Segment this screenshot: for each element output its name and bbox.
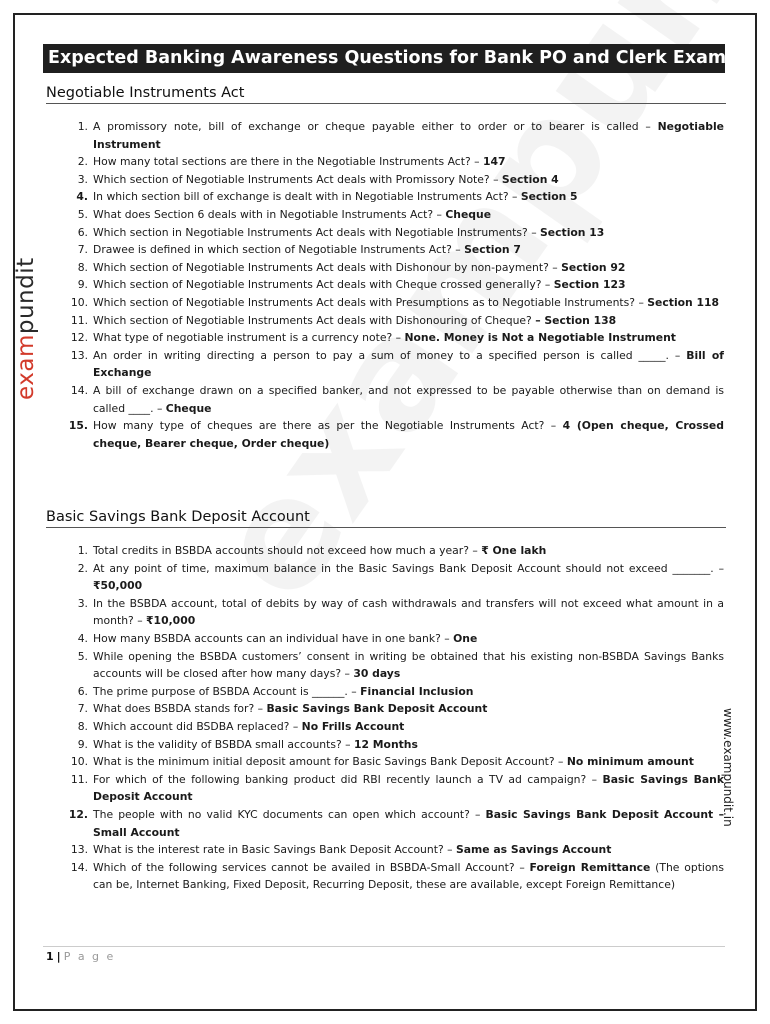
question-item [60,294,724,312]
question-item [60,841,724,859]
question-item [60,542,724,560]
question-item [60,859,724,894]
page-label: P a g e [63,950,116,963]
question-text: A bill of exchange drawn on a specified banker, and not expressed to be payable otherwise than on demand is called ____. – [93,383,724,415]
question-item [60,259,724,277]
question-number: 14. [70,860,88,874]
question-text: What is the validity of BSBDA small accounts? – [93,737,355,751]
answer-text: Section 7 [464,243,521,257]
question-text: Total credits in BSBDA accounts should not exceed how much a year? – [93,544,482,557]
question-number: 11. [70,772,88,786]
question-item [60,560,724,595]
question-number: 10. [70,295,88,309]
answer-text: ₹50,000 [93,579,143,593]
question-text: What type of negotiable instrument is a currency note? – [93,331,405,345]
answer-text: One [453,631,478,645]
question-number: 9. [77,278,88,292]
question-number: 8. [77,719,88,733]
question-text: For which of the following banking product did RBI recently launch a TV ad campaign? – [93,772,603,786]
question-item [60,153,724,171]
answer-text: 4 (Open cheque, Crossed cheque, Bearer cheque, Order cheque) [93,419,724,450]
bsbda-question-list [60,542,724,894]
question-text: Which account did BSDBA replaced? – [93,719,302,733]
question-text: What does Section 6 deals with in Negotiable Instruments Act? – [93,207,446,221]
question-text: How many BSBDA accounts can an individual have in one bank? – [93,631,454,645]
question-text: Which section of Negotiable Instruments Act deals with Dishonour by non-payment? – [93,260,562,274]
question-item [60,753,724,771]
question-item [60,329,724,347]
question-item [60,771,724,806]
page-footer [46,950,115,963]
question-text: How many total sections are there in the Negotiable Instruments Act? – [93,155,483,169]
answer-text: – Section 138 [535,313,617,327]
answer-text: Basic Savings Bank Deposit Account [93,772,724,804]
answer-text: None. Money is Not a Negotiable Instrument [404,331,676,345]
question-number: 5. [77,649,88,663]
question-item [60,630,724,648]
answer-text: 30 days [353,667,401,681]
question-number: 6. [77,684,88,698]
question-number: 13. [70,348,88,362]
question-text: In the BSBDA account, total of debits by way of cash withdrawals and transfers will not exceed what amount in a month? – [93,596,724,628]
question-number: 6. [77,225,88,239]
question-number: 8. [77,260,88,274]
answer-text: Bill of Exchange [93,348,724,380]
question-number: 2. [77,155,88,169]
answer-text: Financial Inclusion [360,684,474,698]
question-text: What does BSBDA stands for? – [93,702,267,716]
question-item [60,188,724,206]
question-number: 13. [70,843,88,857]
question-text: What is the minimum initial deposit amount for Basic Savings Bank Deposit Account? – [93,755,567,769]
answer-text: ₹ One lakh [481,544,547,557]
question-number: 1. [77,120,88,133]
question-item [60,648,724,683]
negotiable-instruments-question-list [60,118,724,452]
question-text: Drawee is defined in which section of Negotiable Instruments Act? – [93,243,465,257]
question-number: 2. [77,561,88,575]
question-item [60,206,724,224]
question-text: How many type of cheques are there as per the Negotiable Instruments Act? – [93,419,563,433]
question-number: 9. [77,737,88,751]
footer-separator: | [56,950,61,963]
question-item [60,700,724,718]
section-heading-bsbda: Basic Savings Bank Deposit Account [46,509,726,528]
question-number: 14. [70,383,88,397]
question-text: Which section of Negotiable Instruments Act deals with Dishonouring of Cheque? [93,313,536,327]
question-number: 3. [77,172,88,186]
question-item [60,718,724,736]
question-number: 12. [68,807,88,821]
question-text: An order in writing directing a person to pay a sum of money to a specified person is called _____. – [93,348,687,362]
question-text: At any point of time, maximum balance in the Basic Savings Bank Deposit Account should not exceed _______. – [93,561,724,575]
question-text: The people with no valid KYC documents can open which account? – [93,807,486,821]
answer-text: Section 13 [540,225,605,239]
answer-note: (The options can be, Internet Banking, Fixed Deposit, Recurring Deposit, these are available, except Foreign Remittance) [93,860,724,892]
section-heading-negotiable-instruments: Negotiable Instruments Act [46,85,726,104]
question-item [60,118,724,153]
side-website-url[interactable]: www.exampundit.in [721,708,735,827]
answer-text: Section 118 [647,295,720,309]
answer-text: 12 Months [354,737,418,751]
question-item [60,806,724,841]
question-number: 3. [77,596,88,610]
question-text: Which section of Negotiable Instruments Act deals with Cheque crossed generally? – [93,278,554,292]
question-item [60,347,724,382]
question-item [60,382,724,417]
question-item [60,595,724,630]
answer-text: ₹10,000 [146,614,196,628]
question-text: A promissory note, bill of exchange or cheque payable either to order or to bearer is called – [93,120,658,133]
answer-text: Cheque [165,401,212,415]
question-number: 7. [77,243,88,257]
question-number: 12. [70,331,88,345]
question-number: 11. [70,313,88,327]
question-text: Which section in Negotiable Instruments Act deals with Negotiable Instruments? – [93,225,541,239]
question-text: The prime purpose of BSBDA Account is ______. – [93,684,361,698]
question-text: Which section of Negotiable Instruments Act deals with Presumptions as to Negotiable Instruments? – [93,295,648,309]
answer-text: No Frills Account [301,719,405,733]
question-number: 4. [77,631,88,645]
question-text: What is the interest rate in Basic Savings Bank Deposit Account? – [93,843,456,857]
question-number: 4. [76,190,88,204]
answer-text: Section 5 [520,190,578,204]
question-item [60,224,724,242]
question-number: 10. [70,755,88,769]
answer-text: No minimum amount [566,755,694,769]
question-item [60,312,724,330]
question-item [60,276,724,294]
answer-text: Section 4 [501,172,559,186]
question-item [60,736,724,754]
answer-text: Negotiable Instrument [93,120,724,151]
question-number: 15. [68,419,88,433]
exampundit-logo [13,240,53,400]
question-item [60,171,724,189]
footer-divider [43,946,725,947]
answer-text: Same as Savings Account [455,843,612,857]
page-number: 1 [46,950,54,963]
logo-pundit-text: pundit [13,257,39,335]
question-item [60,683,724,701]
answer-text: Foreign Remittance [529,860,651,874]
question-number: 7. [77,702,88,716]
question-item [60,417,724,452]
logo-exam-text: exam [13,334,39,400]
question-item [60,241,724,259]
answer-text: Basic Savings Bank Deposit Account – Small Account [93,807,724,839]
answer-text: 147 [482,155,506,169]
question-number: 5. [77,207,88,221]
answer-text: Basic Savings Bank Deposit Account [266,702,488,716]
question-text: In which section bill of exchange is dealt with in Negotiable Instruments Act? – [93,190,521,204]
question-text: While opening the BSBDA customers’ consent in writing be obtained that his existing non-BSBDA Savings Banks accounts will be closed after how many days? – [93,649,724,681]
question-text: Which section of Negotiable Instruments Act deals with Promissory Note? – [93,172,502,186]
answer-text: Cheque [445,207,492,221]
question-text: Which of the following services cannot be availed in BSBDA-Small Account? – [93,860,530,874]
page-title: Expected Banking Awareness Questions for Bank PO and Clerk Exams [43,44,725,73]
answer-text: Section 123 [553,278,626,292]
answer-text: Section 92 [561,260,626,274]
question-number: 1. [77,544,88,557]
